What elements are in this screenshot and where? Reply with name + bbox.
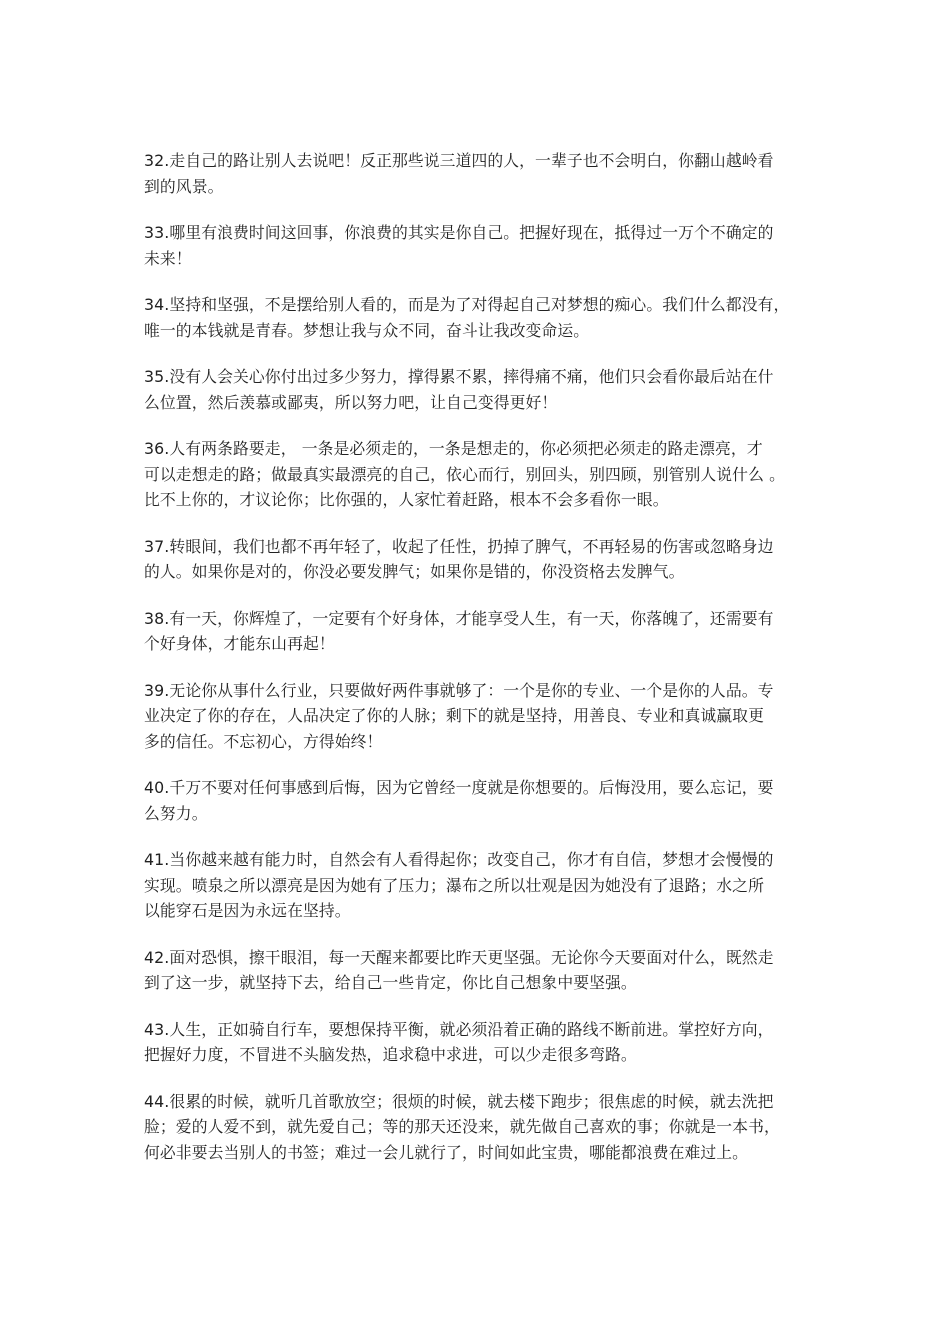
quote-42: 42.面对恐惧，擦干眼泪，每一天醒来都要比昨天更坚强。无论你今天要面对什么，既然走 到了这一步，就坚持下去，给自己一些肯定，你比自己想象中要坚强。 xyxy=(144,947,774,992)
quote-35: 35.没有人会关心你付出过多少努力，撑得累不累，摔得痛不痛，他们只会看你最后站在什 么位置，然后羡慕或鄙夷，所以努力吧，让自己变得更好！ xyxy=(144,367,774,412)
quote-39: 39.无论你从事什么行业，只要做好两件事就够了：一个是你的专业、一个是你的人品。专 业决定了你的存在，人品决定了你的人脉；剩下的就是坚持，用善良、专业和真诚赢取更 多的信任。不忘初心，方得始终！ xyxy=(144,680,774,751)
quote-43: 43.人生，正如骑自行车，要想保持平衡，就必须沿着正确的路线不断前进。掌控好方向， 把握好力度，不冒进不头脑发热，追求稳中求进，可以少走很多弯路。 xyxy=(144,1019,774,1064)
quote-37: 37.转眼间，我们也都不再年轻了，收起了任性，扔掉了脾气，不再轻易的伤害或忽略身边 的人。如果你是对的，你没必要发脾气；如果你是错的，你没资格去发脾气。 xyxy=(144,536,774,581)
quote-38: 38.有一天，你辉煌了，一定要有个好身体，才能享受人生，有一天，你落魄了，还需要有 个好身体，才能东山再起！ xyxy=(144,608,774,653)
quote-41: 41.当你越来越有能力时，自然会有人看得起你；改变自己，你才有自信，梦想才会慢慢的 实现。喷泉之所以漂亮是因为她有了压力；瀑布之所以壮观是因为她没有了退路；水之所 以能穿石是因为永远在坚持。 xyxy=(144,850,774,920)
quote-40: 40.千万不要对任何事感到后悔，因为它曾经一度就是你想要的。后悔没用，要么忘记，要 么努力。 xyxy=(144,778,774,823)
quote-32: 32.走自己的路让别人去说吧！反正那些说三道四的人，一辈子也不会明白，你翻山越岭看 到的风景。 xyxy=(144,151,774,196)
quote-36: 36.人有两条路要走， 一条是必须走的，一条是想走的，你必须把必须走的路走漂亮，才 可以走想走的路；做最真实最漂亮的自己，依心而行，别回头，别四顾，别管别人说什么 。 比不上你的，才议论你；比你强的，人家忙着赶路，根本不会多看你一眼。 xyxy=(144,439,785,509)
quote-33: 33.哪里有浪费时间这回事，你浪费的其实是你自己。把握好现在，抵得过一万个不确定的 未来！ xyxy=(144,223,774,268)
quote-44: 44.很累的时候，就听几首歌放空；很烦的时候，就去楼下跑步；很焦虑的时候，就去洗把 脸；爱的人爱不到，就先爱自己；等的那天还没来，就先做自己喜欢的事；你就是一本书， 何必非要去当别人的书签；难过一会儿就行了，时间如此宝贵，哪能都浪费在难过上。 xyxy=(144,1091,780,1162)
quote-34: 34.坚持和坚强，不是摆给别人看的，而是为了对得起自己对梦想的痴心。我们什么都没有， 唯一的本钱就是青春。梦想让我与众不同，奋斗让我改变命运。 xyxy=(144,295,790,340)
document-page xyxy=(144,148,812,1186)
